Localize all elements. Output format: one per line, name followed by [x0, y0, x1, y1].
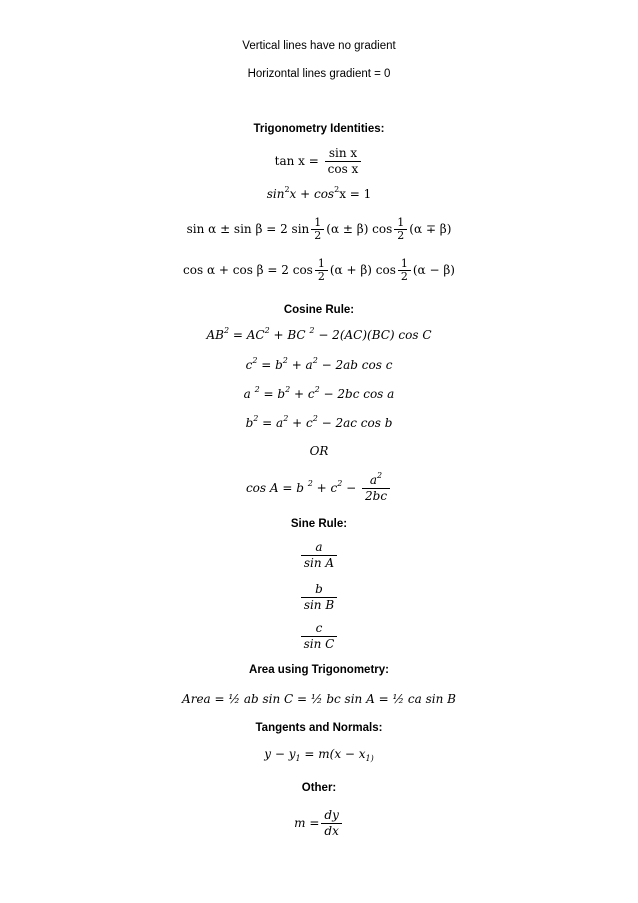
gradient-formula: m = $\frac{dy}{dx}$ — [0, 808, 638, 839]
heading-sine-rule: Sine Rule: — [290, 518, 348, 530]
heading-trig-identities: Trigonometry Identities: — [253, 123, 385, 135]
note-horizontal-lines: Horizontal lines gradient = 0 — [247, 68, 391, 80]
heading-cosine-rule: Cosine Rule: — [283, 304, 355, 316]
tan-numerator: sin x — [325, 146, 362, 162]
area-formula: Area = ½ ab sin C = ½ bc sin A = ½ ca sin B — [182, 692, 456, 706]
cosine-rule-a: a $^2 = b^2 + c^2 - 2bc$ cos a — [243, 385, 395, 401]
sine-rule-c: $\frac{c}{\text{sin C}}$ — [0, 621, 638, 652]
half-fraction: $\frac{1}{2}$ — [398, 258, 411, 283]
pyth-mid: x + — [289, 187, 314, 201]
tan-identity — [0, 146, 638, 177]
cosA-fraction: $\frac{a^2}{2bc}$ — [362, 473, 390, 504]
heading-other: Other: — [301, 782, 337, 794]
tan-fraction — [325, 146, 362, 177]
tan-denominator: cos x — [327, 162, 359, 176]
pythagorean-identity: $\sin^2x + \cos^2x = 1$ — [266, 185, 372, 201]
cosine-rule-b: $b^2 = a^2 + c^2 - 2ac$ cos b — [245, 414, 393, 430]
cosine-sum-lhs: cos α + cos β = 2 cos — [183, 263, 313, 277]
half-fraction: $\frac{1}{2}$ — [311, 217, 324, 242]
sq-exp: 2 — [284, 185, 290, 194]
or-label: OR — [309, 444, 329, 458]
cosine-rule-cosA: cos A = b $^2 + c^2$ − $\frac{a^2}{2bc}$ — [0, 473, 638, 504]
sine-sum-identity: sin α ± sin β = 2 sin $\frac{1}{2}$ (α ± β) cos $\frac{1}{2}$ (α ∓ β) — [186, 216, 452, 242]
sq-exp: 2 — [334, 185, 340, 194]
pyth-rest: x = 1 — [339, 187, 372, 201]
cosine-rule-c: $c^2 = b^2 + a^2 - 2ab$ cos c — [245, 356, 393, 372]
sine-rule-b: $\frac{b}{\text{sin B}}$ — [0, 582, 638, 613]
heading-area: Area using Trigonometry: — [249, 664, 389, 676]
note-vertical-lines: Vertical lines have no gradient — [242, 40, 396, 52]
sine-sum-lhs: sin α ± sin β = 2 sin — [186, 222, 310, 236]
sine-rule-a: $\frac{a}{\text{sin A}}$ — [0, 540, 638, 571]
cosine-rule-main: $AB^2 = AC^2$ + BC $^2$ − 2(AC)(BC) cos C — [206, 326, 432, 342]
heading-tangents-normals: Tangents and Normals: — [255, 722, 383, 734]
half-fraction: $\frac{1}{2}$ — [394, 217, 407, 242]
half-fraction: $\frac{1}{2}$ — [315, 258, 328, 283]
tangent-equation: $y - y_1 = m(x - x_{1)}$ — [264, 747, 374, 763]
dy-dx-fraction: $\frac{dy}{dx}$ — [321, 808, 341, 839]
cosine-sum-identity: cos α + cos β = 2 cos $\frac{1}{2}$ (α + β) cos $\frac{1}{2}$ (α − β) — [183, 257, 455, 283]
tan-lhs: tan x = — [274, 154, 319, 168]
